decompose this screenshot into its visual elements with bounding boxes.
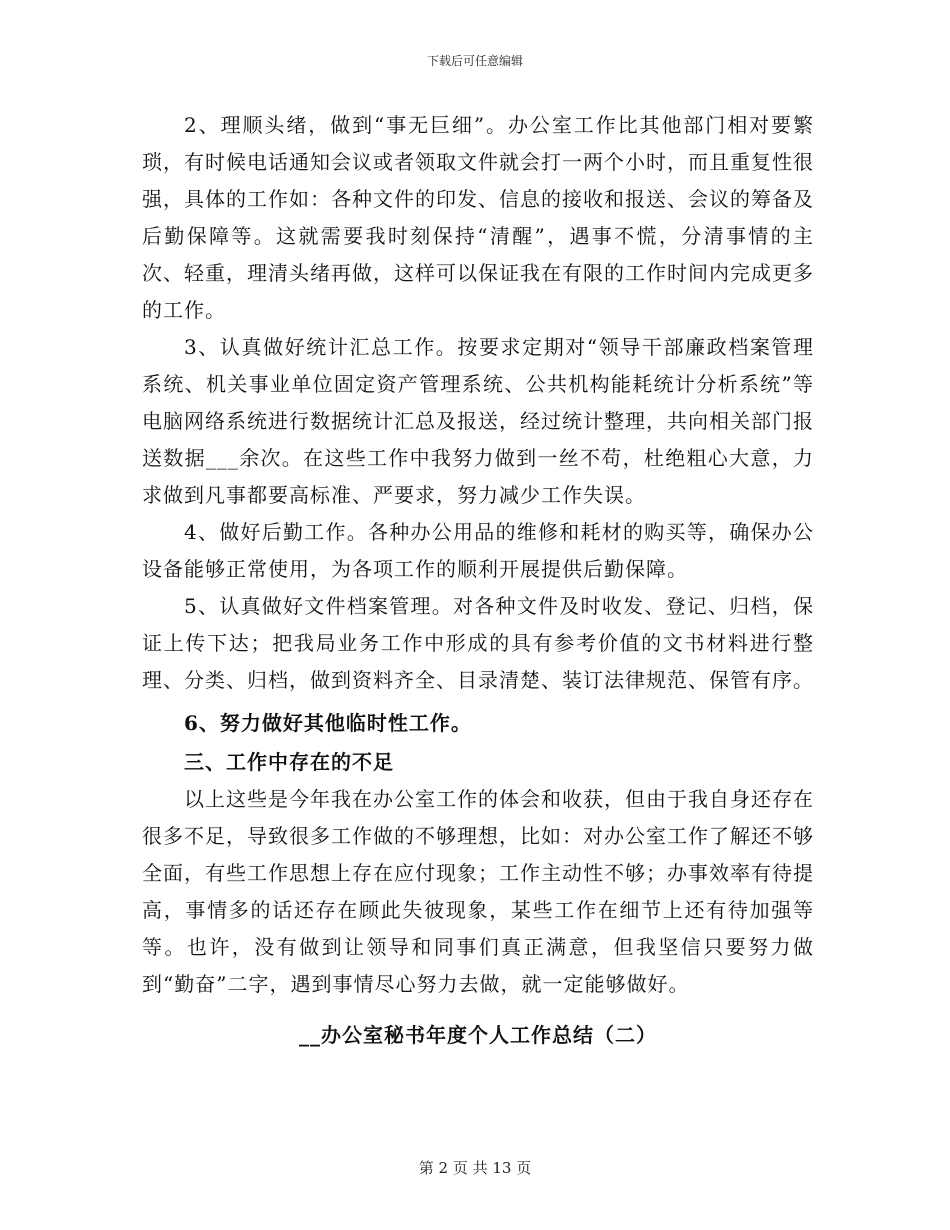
page-header: 下载后可任意编辑 — [426, 54, 523, 68]
paragraph-item-4: 4、做好后勤工作。各种办公用品的维修和耗材的购买等，确保办公设备能够正常使用，为各项工作的顺利开展提供后勤保障。 — [142, 520, 814, 581]
paragraph-item-3: 3、认真做好统计汇总工作。按要求定期对“领导干部廉政档案管理系统、机关事业单位固定资产管理系统、公共机构能耗统计分析系统”等电脑网络系统进行数据统计汇总及报送，经过统计整理，共向相关部门报送数据___余次。在这些工作中我努力做到一丝不苟，杜绝粗心大意，力求做到凡事都要高标准、严要求，努力减少工作失误。 — [142, 335, 814, 507]
document-body — [142, 107, 814, 1054]
page-footer: 第 2 页 共 13 页 — [418, 1159, 532, 1177]
next-document-title: __办公室秘书年度个人工作总结（二） — [299, 1023, 657, 1047]
paragraph-item-5: 5、认真做好文件档案管理。对各种文件及时收发、登记、归档，保证上传下达；把我局业务工作中形成的具有参考价值的文书材料进行整理、分类、归档，做到资料齐全、目录清楚、装订法律规范、保管有序。 — [142, 594, 814, 692]
item-6-heading: 6、努力做好其他临时性工作。 — [184, 711, 472, 735]
paragraph-shortcomings: 以上这些是今年我在办公室工作的体会和收获，但由于我自身还存在很多不足，导致很多工作做的不够理想，比如：对办公室工作了解还不够全面，有些工作思想上存在应付现象；工作主动性不够；办事效率有待提高，事情多的话还存在顾此失彼现象，某些工作在细节上还有待加强等等。也许，没有做到让领导和同事们真正满意，但我坚信只要努力做到“勤奋”二字，遇到事情尽心努力去做，就一定能够做好。 — [142, 787, 814, 996]
paragraph-item-2: 2、理顺头绪，做到“事无巨细”。办公室工作比其他部门相对要繁琐，有时候电话通知会议或者领取文件就会打一两个小时，而且重复性很强，具体的工作如：各种文件的印发、信息的接收和报送、会议的筹备及后勤保障等。这就需要我时刻保持“清醒”，遇事不慌，分清事情的主次、轻重，理清头绪再做，这样可以保证我在有限的工作时间内完成更多的工作。 — [142, 113, 814, 322]
section-3-heading: 三、工作中存在的不足 — [184, 750, 394, 774]
